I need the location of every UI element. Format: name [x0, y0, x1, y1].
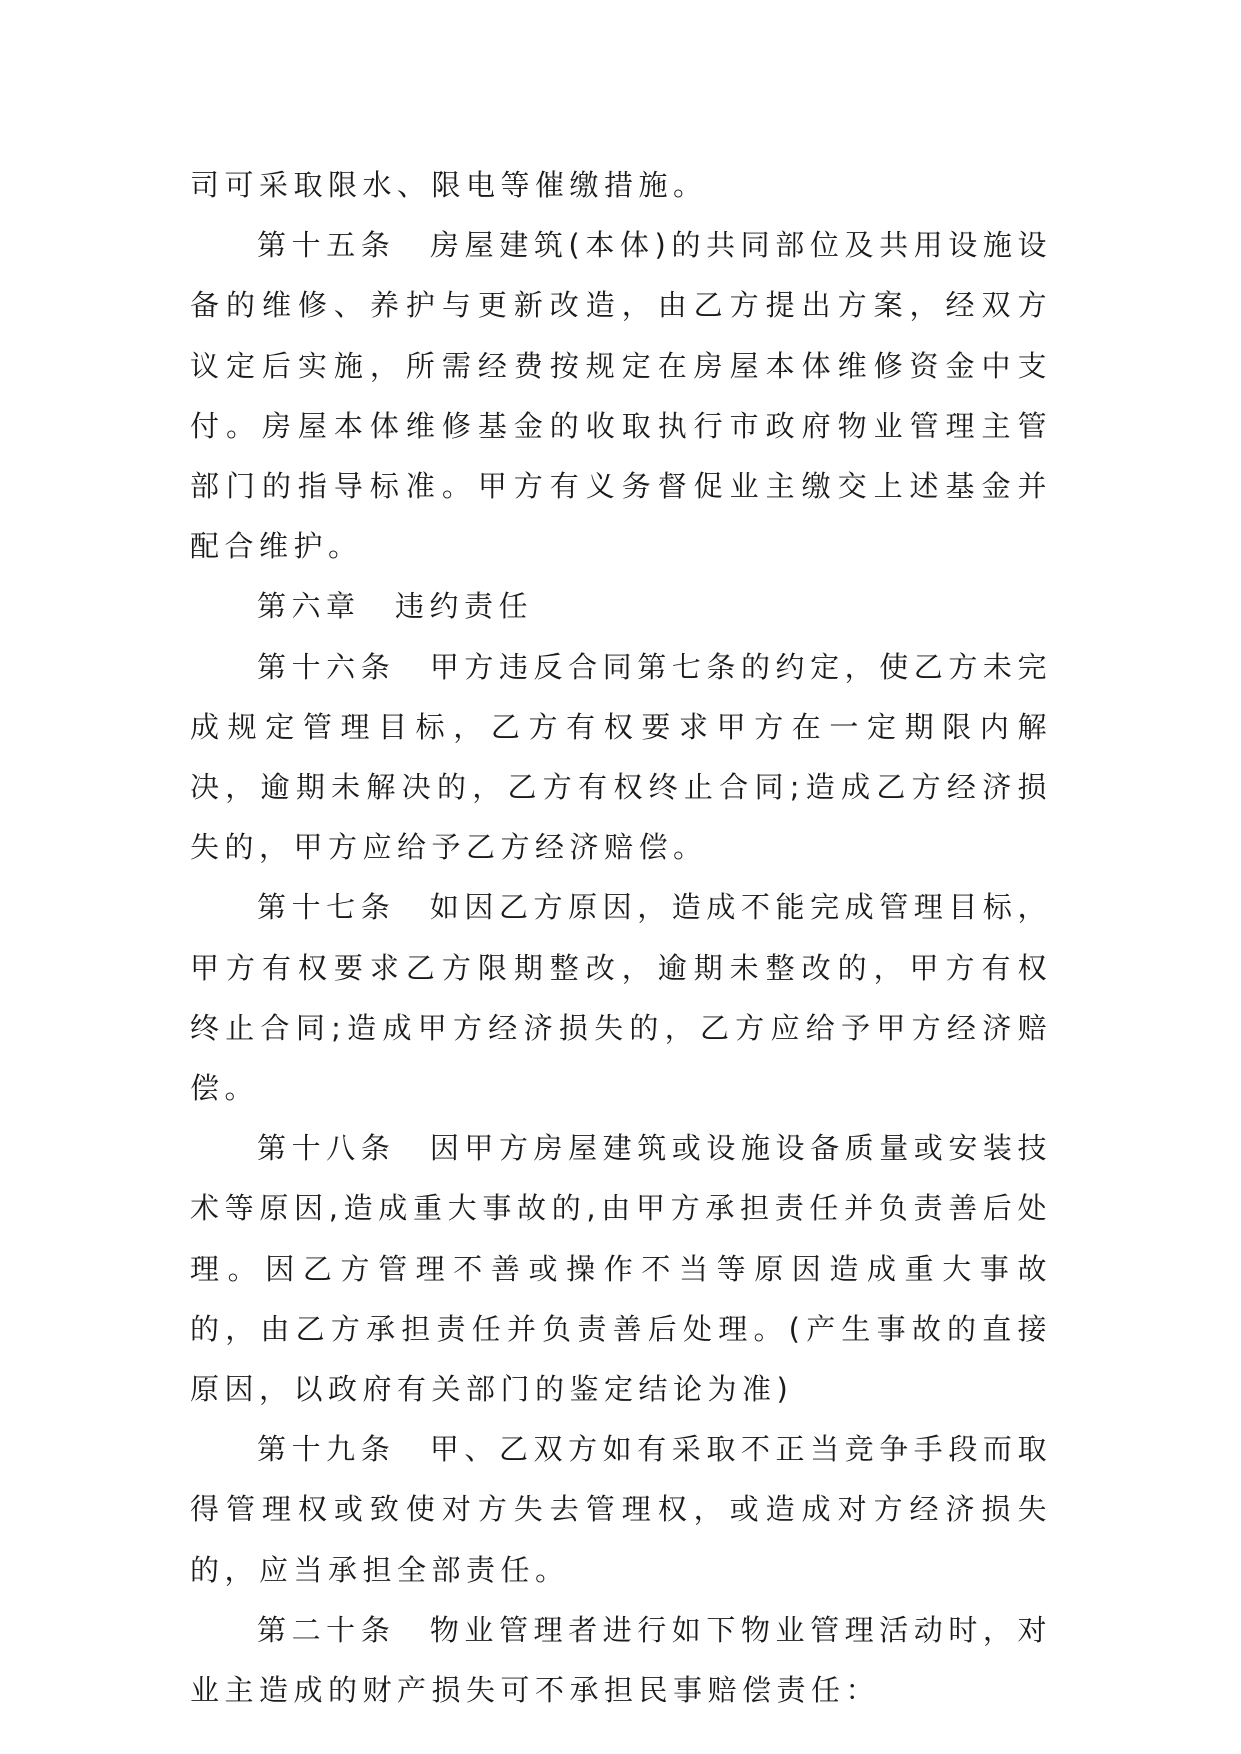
article-15: 第十五条 房屋建筑(本体)的共同部位及共用设施设备的维修、养护与更新改造，由乙方提出方案，经双方议定后实施，所需经费按规定在房屋本体维修资金中支付。房屋本体维修基金的收取执行市政府物业管理主管部门的指导标准。甲方有义务督促业主缴交上述基金并配合维护。 [190, 228, 1052, 564]
article-18: 第十八条 因甲方房屋建筑或设施设备质量或安装技术等原因,造成重大事故的,由甲方承担责任并负责善后处理。因乙方管理不善或操作不当等原因造成重大事故的，由乙方承担责任并负责善后处理。(产生事故的直接原因，以政府有关部门的鉴定结论为准) [190, 1131, 1052, 1407]
article-20: 第二十条 物业管理者进行如下物业管理活动时，对业主造成的财产损失可不承担民事赔偿责任： [190, 1612, 1052, 1708]
article-17: 第十七条 如因乙方原因，造成不能完成管理目标，甲方有权要求乙方限期整改，逾期未整改的，甲方有权终止合同;造成甲方经济损失的，乙方应给予甲方经济赔偿。 [190, 890, 1052, 1106]
document-body [190, 155, 1052, 1720]
paragraph-continuation: 司可采取限水、限电等催缴措施。 [190, 168, 708, 202]
article-19: 第十九条 甲、乙双方如有采取不正当竞争手段而取得管理权或致使对方失去管理权，或造成对方经济损失的，应当承担全部责任。 [190, 1432, 1052, 1587]
article-16: 第十六条 甲方违反合同第七条的约定，使乙方未完成规定管理目标，乙方有权要求甲方在一定期限内解决，逾期未解决的，乙方有权终止合同;造成乙方经济损失的，甲方应给予乙方经济赔偿。 [190, 649, 1052, 865]
chapter-6-heading: 第六章 违约责任 [257, 589, 534, 624]
